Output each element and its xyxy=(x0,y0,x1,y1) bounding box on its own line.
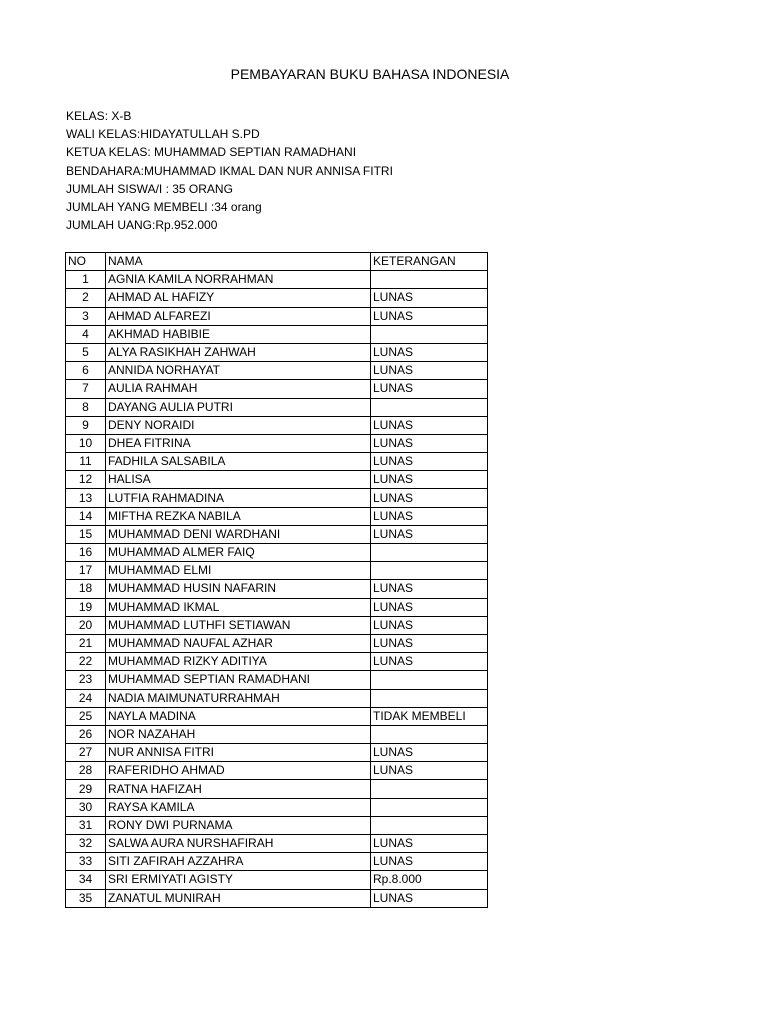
cell-nama: NOR NAZAHAH xyxy=(106,725,371,743)
cell-nama: NADIA MAIMUNATURRAHMAH xyxy=(106,689,371,707)
cell-keterangan: LUNAS xyxy=(371,489,488,507)
cell-keterangan xyxy=(371,271,488,289)
cell-nama: HALISA xyxy=(106,471,371,489)
cell-keterangan: LUNAS xyxy=(371,416,488,434)
table-row xyxy=(66,362,488,380)
cell-nama: RAFERIDHO AHMAD xyxy=(106,762,371,780)
cell-no: 16 xyxy=(66,544,106,562)
cell-nama: MUHAMMAD HUSIN NAFARIN xyxy=(106,580,371,598)
cell-nama: MUHAMMAD DENI WARDHANI xyxy=(106,525,371,543)
cell-no: 5 xyxy=(66,343,106,361)
cell-keterangan: TIDAK MEMBELI xyxy=(371,707,488,725)
cell-keterangan: LUNAS xyxy=(371,525,488,543)
cell-no: 8 xyxy=(66,398,106,416)
table-row xyxy=(66,544,488,562)
cell-no: 34 xyxy=(66,871,106,889)
cell-nama: MUHAMMAD SEPTIAN RAMADHANI xyxy=(106,671,371,689)
table-row xyxy=(66,398,488,416)
table-body xyxy=(66,271,488,908)
info-ketua-kelas: KETUA KELAS: MUHAMMAD SEPTIAN RAMADHANI xyxy=(66,145,357,160)
cell-no: 29 xyxy=(66,780,106,798)
cell-keterangan xyxy=(371,325,488,343)
cell-no: 11 xyxy=(66,453,106,471)
cell-no: 9 xyxy=(66,416,106,434)
cell-no: 10 xyxy=(66,434,106,452)
cell-no: 20 xyxy=(66,616,106,634)
cell-no: 14 xyxy=(66,507,106,525)
header-keterangan: KETERANGAN xyxy=(371,253,488,271)
cell-keterangan: LUNAS xyxy=(371,616,488,634)
cell-keterangan: LUNAS xyxy=(371,598,488,616)
table-row xyxy=(66,307,488,325)
table-row xyxy=(66,853,488,871)
cell-no: 30 xyxy=(66,798,106,816)
cell-nama: AULIA RAHMAH xyxy=(106,380,371,398)
table-row xyxy=(66,725,488,743)
table-row xyxy=(66,689,488,707)
table-row xyxy=(66,343,488,361)
table-row xyxy=(66,289,488,307)
cell-nama: MUHAMMAD LUTHFI SETIAWAN xyxy=(106,616,371,634)
table-row xyxy=(66,271,488,289)
cell-nama: DAYANG AULIA PUTRI xyxy=(106,398,371,416)
table-row xyxy=(66,325,488,343)
cell-no: 26 xyxy=(66,725,106,743)
table-row xyxy=(66,653,488,671)
cell-no: 33 xyxy=(66,853,106,871)
info-jumlah-siswa: JUMLAH SISWA/I : 35 ORANG xyxy=(66,181,233,196)
cell-keterangan xyxy=(371,725,488,743)
cell-keterangan: LUNAS xyxy=(371,453,488,471)
table-row xyxy=(66,889,488,907)
cell-nama: ZANATUL MUNIRAH xyxy=(106,889,371,907)
table-row xyxy=(66,671,488,689)
header-no: NO xyxy=(66,253,106,271)
cell-keterangan: LUNAS xyxy=(371,580,488,598)
cell-no: 25 xyxy=(66,707,106,725)
table-row xyxy=(66,780,488,798)
cell-keterangan: LUNAS xyxy=(371,289,488,307)
cell-keterangan: LUNAS xyxy=(371,744,488,762)
table-row xyxy=(66,616,488,634)
cell-nama: AKHMAD HABIBIE xyxy=(106,325,371,343)
cell-nama: MUHAMMAD ELMI xyxy=(106,562,371,580)
table-row xyxy=(66,380,488,398)
cell-nama: ANNIDA NORHAYAT xyxy=(106,362,371,380)
cell-no: 35 xyxy=(66,889,106,907)
cell-keterangan: LUNAS xyxy=(371,471,488,489)
cell-keterangan: LUNAS xyxy=(371,362,488,380)
cell-nama: AGNIA KAMILA NORRAHMAN xyxy=(106,271,371,289)
table-row xyxy=(66,634,488,652)
info-kelas: KELAS: X-B xyxy=(66,109,132,123)
cell-keterangan xyxy=(371,798,488,816)
table-row xyxy=(66,507,488,525)
payment-table xyxy=(65,252,488,908)
cell-no: 1 xyxy=(66,271,106,289)
cell-nama: FADHILA SALSABILA xyxy=(106,453,371,471)
cell-nama: AHMAD ALFAREZI xyxy=(106,307,371,325)
info-jumlah-membeli: JUMLAH YANG MEMBELI :34 orang xyxy=(66,199,262,214)
cell-no: 24 xyxy=(66,689,106,707)
cell-keterangan: LUNAS xyxy=(371,634,488,652)
cell-keterangan: LUNAS xyxy=(371,307,488,325)
cell-no: 18 xyxy=(66,580,106,598)
table-row xyxy=(66,816,488,834)
cell-no: 19 xyxy=(66,598,106,616)
cell-nama: MUHAMMAD IKMAL xyxy=(106,598,371,616)
cell-no: 13 xyxy=(66,489,106,507)
cell-keterangan: LUNAS xyxy=(371,343,488,361)
cell-nama: NAYLA MADINA xyxy=(106,707,371,725)
table-header-row xyxy=(66,253,488,271)
cell-nama: DENY NORAIDI xyxy=(106,416,371,434)
cell-nama: DHEA FITRINA xyxy=(106,434,371,452)
cell-no: 3 xyxy=(66,307,106,325)
table-row xyxy=(66,580,488,598)
cell-nama: MIFTHA REZKA NABILA xyxy=(106,507,371,525)
table-row xyxy=(66,525,488,543)
cell-keterangan: LUNAS xyxy=(371,835,488,853)
table-row xyxy=(66,598,488,616)
cell-no: 17 xyxy=(66,562,106,580)
cell-keterangan xyxy=(371,689,488,707)
cell-nama: NUR ANNISA FITRI xyxy=(106,744,371,762)
cell-nama: MUHAMMAD ALMER FAIQ xyxy=(106,544,371,562)
table-row xyxy=(66,416,488,434)
cell-keterangan: LUNAS xyxy=(371,889,488,907)
cell-no: 21 xyxy=(66,634,106,652)
cell-keterangan: LUNAS xyxy=(371,434,488,452)
cell-nama: MUHAMMAD NAUFAL AZHAR xyxy=(106,634,371,652)
cell-keterangan xyxy=(371,562,488,580)
cell-nama: SALWA AURA NURSHAFIRAH xyxy=(106,835,371,853)
table-row xyxy=(66,434,488,452)
table-row xyxy=(66,707,488,725)
table-row xyxy=(66,744,488,762)
cell-nama: MUHAMMAD RIZKY ADITIYA xyxy=(106,653,371,671)
cell-no: 15 xyxy=(66,525,106,543)
cell-no: 32 xyxy=(66,835,106,853)
page-title: PEMBAYARAN BUKU BAHASA INDONESIA xyxy=(230,66,510,82)
header-nama: NAMA xyxy=(106,253,371,271)
table-row xyxy=(66,471,488,489)
table-row xyxy=(66,562,488,580)
info-jumlah-uang: JUMLAH UANG:Rp.952.000 xyxy=(66,218,218,233)
cell-keterangan: Rp.8.000 xyxy=(371,871,488,889)
cell-keterangan: LUNAS xyxy=(371,853,488,871)
table-row xyxy=(66,453,488,471)
table-row xyxy=(66,798,488,816)
cell-keterangan xyxy=(371,671,488,689)
cell-no: 12 xyxy=(66,471,106,489)
cell-keterangan: LUNAS xyxy=(371,653,488,671)
cell-nama: RAYSA KAMILA xyxy=(106,798,371,816)
cell-no: 28 xyxy=(66,762,106,780)
table-row xyxy=(66,489,488,507)
cell-nama: RATNA HAFIZAH xyxy=(106,780,371,798)
table-row xyxy=(66,762,488,780)
cell-no: 6 xyxy=(66,362,106,380)
cell-keterangan xyxy=(371,398,488,416)
cell-no: 31 xyxy=(66,816,106,834)
cell-keterangan xyxy=(371,544,488,562)
cell-keterangan: LUNAS xyxy=(371,507,488,525)
cell-no: 27 xyxy=(66,744,106,762)
cell-nama: SITI ZAFIRAH AZZAHRA xyxy=(106,853,371,871)
cell-nama: LUTFIA RAHMADINA xyxy=(106,489,371,507)
cell-keterangan: LUNAS xyxy=(371,380,488,398)
cell-no: 23 xyxy=(66,671,106,689)
info-wali-kelas: WALI KELAS:HIDAYATULLAH S.PD xyxy=(66,127,260,142)
table-row xyxy=(66,871,488,889)
cell-no: 22 xyxy=(66,653,106,671)
table-row xyxy=(66,835,488,853)
cell-nama: AHMAD AL HAFIZY xyxy=(106,289,371,307)
cell-nama: RONY DWI PURNAMA xyxy=(106,816,371,834)
cell-keterangan xyxy=(371,816,488,834)
cell-nama: ALYA RASIKHAH ZAHWAH xyxy=(106,343,371,361)
cell-nama: SRI ERMIYATI AGISTY xyxy=(106,871,371,889)
cell-no: 2 xyxy=(66,289,106,307)
class-info xyxy=(66,107,393,234)
cell-no: 7 xyxy=(66,380,106,398)
cell-keterangan: LUNAS xyxy=(371,762,488,780)
cell-no: 4 xyxy=(66,325,106,343)
info-bendahara: BENDAHARA:MUHAMMAD IKMAL DAN NUR ANNISA FITRI xyxy=(66,163,393,178)
cell-keterangan xyxy=(371,780,488,798)
